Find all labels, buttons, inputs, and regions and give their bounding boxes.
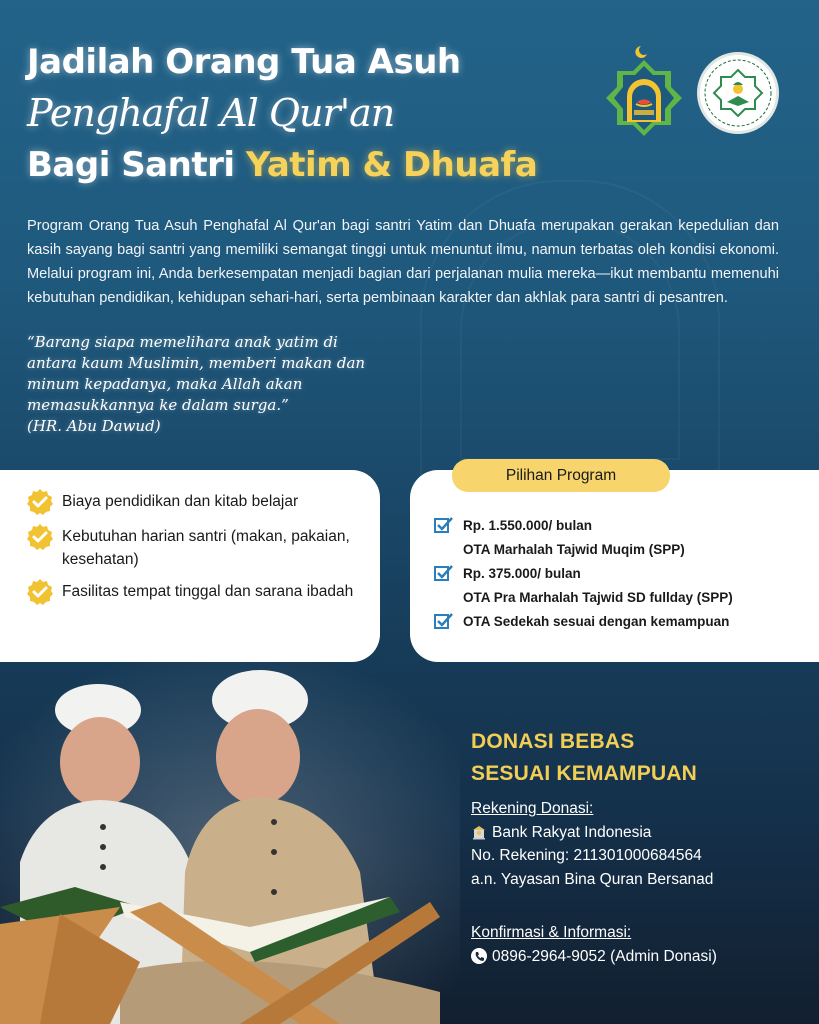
- headline-line-2-script: Penghafal Al Qur'an: [27, 91, 395, 135]
- benefit-item: Kebutuhan harian santri (makan, pakaian, kesehatan): [26, 525, 366, 571]
- headline-line-1: Jadilah Orang Tua Asuh: [27, 42, 461, 82]
- program-price: Rp. 1.550.000/ bulan: [463, 518, 593, 533]
- programs-card: [410, 470, 819, 662]
- check-badge-icon: [26, 523, 54, 551]
- programs-heading-pill: Pilihan Program: [452, 459, 670, 492]
- checked-box-icon: [434, 516, 453, 533]
- program-option[interactable]: [434, 610, 733, 634]
- check-badge-icon: [26, 578, 54, 606]
- donation-heading: SESUAI KEMAMPUAN: [471, 762, 698, 785]
- program-option[interactable]: [434, 562, 733, 610]
- logo-mahad-ibnu-al-jazari: [697, 52, 779, 134]
- program-price: Rp. 375.000/ bulan: [463, 566, 581, 581]
- intro-paragraph: Program Orang Tua Asuh Penghafal Al Qur'an bagi santri Yatim dan Dhuafa merupakan gerakan kepedulian dan kasih sayang bagi santri yang memiliki semangat tinggi untuk menuntut ilmu, namun terbatas oleh kondisi ekonomi. Melalui program ini, Anda berkesempatan menjadi bagian dari perjalanan mulia mereka—ikut membantu memenuhi kebutuhan pendidikan, kehidupan sehari-hari, serta pembinaan karakter dan akhlak para santri di pesantren.: [27, 218, 779, 306]
- account-holder: a.n. Yayasan Bina Quran Bersanad: [471, 870, 714, 888]
- benefits-card: [0, 470, 380, 662]
- account-number[interactable]: No. Rekening: 211301000684564: [471, 847, 702, 864]
- program-list: [434, 514, 733, 634]
- program-name: OTA Sedekah sesuai dengan kemampuan: [463, 614, 730, 629]
- program-option[interactable]: [434, 514, 733, 562]
- check-badge-icon: [26, 488, 54, 516]
- donation-heading: DONASI BEBAS: [471, 730, 635, 753]
- bank-icon: [471, 824, 487, 840]
- program-name: OTA Marhalah Tajwid Muqim (SPP): [463, 542, 685, 557]
- logo-dar-al-quran: [603, 40, 685, 136]
- account-label: Rekening Donasi:: [471, 800, 594, 817]
- program-name: OTA Pra Marhalah Tajwid SD fullday (SPP): [463, 590, 733, 605]
- santri-reading-photo: [0, 662, 460, 1024]
- phone-icon: [471, 948, 487, 964]
- benefit-item: Fasilitas tempat tinggal dan sarana ibadah: [26, 580, 366, 606]
- hadith-source: (HR. Abu Dawud): [27, 417, 161, 435]
- headline-line-3: Bagi Santri Yatim & Dhuafa: [27, 145, 538, 185]
- checked-box-icon: [434, 564, 453, 581]
- contact-label: Konfirmasi & Informasi:: [471, 924, 632, 941]
- checked-box-icon: [434, 612, 453, 629]
- phone-contact[interactable]: 0896-2964-9052 (Admin Donasi): [471, 945, 717, 969]
- bank-name: Bank Rakyat Indonesia: [471, 821, 717, 845]
- headline-highlight: Yatim & Dhuafa: [245, 145, 538, 185]
- donation-section: [471, 726, 717, 968]
- hadith-quote: “Barang siapa memelihara anak yatim di antara kaum Muslimin, memberi makan dan minum kepadanya, maka Allah akan memasukkannya ke dalam surga.” (HR. Abu Dawud): [27, 332, 407, 437]
- headline: [27, 37, 537, 191]
- benefit-item: Biaya pendidikan dan kitab belajar: [26, 490, 366, 516]
